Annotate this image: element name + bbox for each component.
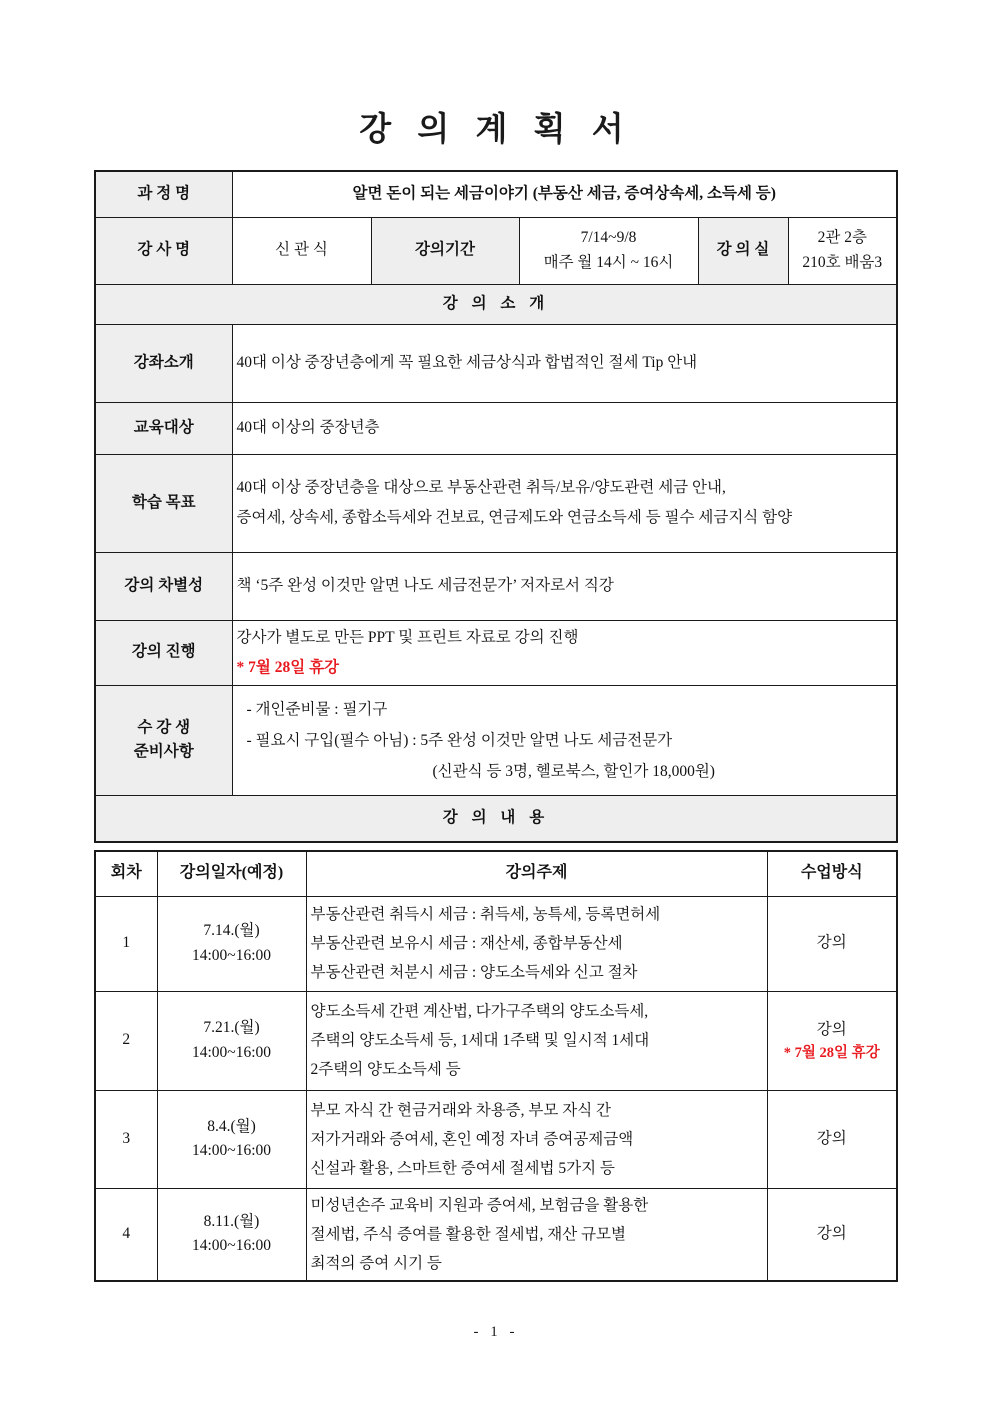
student-preparation-value: - 개인준비물 : 필기구 - 필요시 구입(필수 아님) : 5주 완성 이것만 알면 나도 세금전문가 (신관식 등 3명, 헬로북스, 할인가 18,000원) [232,685,897,795]
page-number: - 1 - [473,1324,519,1340]
session-method: 강의 [767,896,897,991]
learning-goal-row [95,454,897,552]
course-info-table [94,170,898,843]
differentiation-value: 책 ‘5주 완성 이것만 알면 나도 세금전문가’ 저자로서 직강 [232,552,897,620]
holiday-note: * 7월 28일 휴강 [236,658,340,676]
session-date: 8.11.(월) 14:00~16:00 [157,1188,306,1281]
lecture-method-label: 강의 진행 [95,620,232,685]
intro-section-header-row [95,284,897,324]
lecture-method-row [95,620,897,685]
room-value [788,217,897,284]
instructor-label: 강 사 명 [95,217,232,284]
schedule-row-4 [95,1188,897,1281]
content-section-header-row [95,795,897,842]
room-label: 강 의 실 [698,217,788,284]
session-method: 강의 [767,1188,897,1281]
period-value [519,217,698,284]
course-overview-label: 강좌소개 [95,324,232,402]
period-label: 강의기간 [371,217,519,284]
learning-goal-value: 40대 이상 중장년층을 대상으로 부동산관련 취득/보유/양도관련 세금 안내, 증여세, 상속세, 종합소득세와 건보료, 연금제도와 연금소득세 등 필수 세금지식 함양 [232,454,897,552]
schedule-row-3 [95,1090,897,1188]
session-number: 3 [95,1090,157,1188]
schedule-header-row [95,851,897,896]
student-preparation-row [95,685,897,795]
intro-section-header: 강 의 소 개 [95,284,897,324]
target-audience-label: 교육대상 [95,402,232,454]
lecture-schedule-table [94,850,898,1282]
session-method: 강의 [767,1090,897,1188]
differentiation-row [95,552,897,620]
session-topic: 부동산관련 취득시 세금 : 취득세, 농특세, 등록면허세 부동산관련 보유시 세금 : 재산세, 종합부동산세 부동산관련 처분시 세금 : 양도소득세와 신고 절차 [306,896,767,991]
session-date: 7.21.(월) 14:00~16:00 [157,991,306,1090]
session-topic: 부모 자식 간 현금거래와 차용증, 부모 자식 간 저가거래와 증여세, 혼인 예정 자녀 증여공제금액 신설과 활용, 스마트한 증여세 절세법 5가지 등 [306,1090,767,1188]
col-header-date: 강의일자(예정) [157,851,306,896]
period-schedule: 매주 월 14시 ~ 16시 [543,253,674,271]
course-name-label: 과 정 명 [95,171,232,217]
room-building: 2관 2층 [817,229,867,247]
schedule-row-1 [95,896,897,991]
col-header-method: 수업방식 [767,851,897,896]
col-header-session: 회차 [95,851,157,896]
session-number: 2 [95,991,157,1090]
holiday-note: * 7월 28일 휴강 [783,1044,880,1061]
lecture-method-value: 강사가 별도로 만든 PPT 및 프린트 자료로 강의 진행 * 7월 28일 휴강 [232,620,897,685]
session-number: 4 [95,1188,157,1281]
course-name-value: 알면 돈이 되는 세금이야기 (부동산 세금, 증여상속세, 소득세 등) [232,171,897,217]
session-topic: 양도소득세 간편 계산법, 다가구주택의 양도소득세, 주택의 양도소득세 등, 1세대 1주택 및 일시적 1세대 2주택의 양도소득세 등 [306,991,767,1090]
instructor-row [95,217,897,284]
session-number: 1 [95,896,157,991]
target-audience-value: 40대 이상의 중장년층 [232,402,897,454]
course-overview-value: 40대 이상 중장년층에게 꼭 필요한 세금상식과 합법적인 절세 Tip 안내 [232,324,897,402]
session-date: 7.14.(월) 14:00~16:00 [157,896,306,991]
course-name-row [95,171,897,217]
learning-goal-label: 학습 목표 [95,454,232,552]
student-preparation-label: 수 강 생 준비사항 [95,685,232,795]
col-header-topic: 강의주제 [306,851,767,896]
session-date: 8.4.(월) 14:00~16:00 [157,1090,306,1188]
session-method: 강의 * 7월 28일 휴강 [767,991,897,1090]
course-overview-row [95,324,897,402]
period-dates: 7/14~9/8 [580,229,637,247]
target-audience-row [95,402,897,454]
schedule-row-2 [95,991,897,1090]
session-topic: 미성년손주 교육비 지원과 증여세, 보험금을 활용한 절세법, 주식 증여를 활용한 절세법, 재산 규모별 최적의 증여 시기 등 [306,1188,767,1281]
room-number: 210호 배움3 [802,253,883,271]
page-title: 강 의 계 획 서 [359,112,633,148]
instructor-value: 신 관 식 [232,217,371,284]
differentiation-label: 강의 차별성 [95,552,232,620]
content-section-header: 강 의 내 용 [95,795,897,842]
